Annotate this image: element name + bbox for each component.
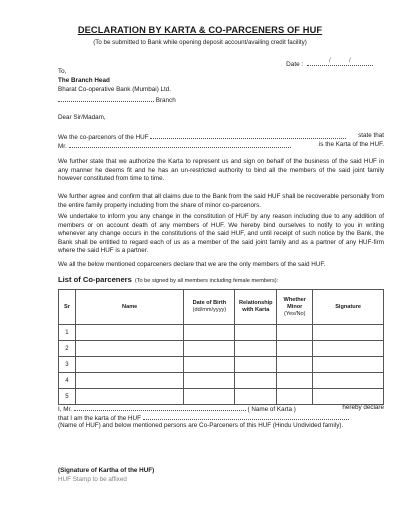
date-separator-1: / bbox=[329, 58, 331, 64]
row-signature-cell[interactable] bbox=[313, 341, 384, 357]
header-dob-text: Date of Birth bbox=[192, 300, 227, 306]
table-row bbox=[59, 357, 384, 373]
huf-name-field[interactable] bbox=[150, 132, 346, 139]
row-signature-cell[interactable] bbox=[313, 389, 384, 405]
header-minor-text-2: Minor bbox=[287, 303, 303, 310]
header-sr: Sr bbox=[59, 290, 76, 325]
date-label: Date : bbox=[286, 61, 304, 68]
row-relationship-cell[interactable] bbox=[235, 325, 277, 341]
row-minor-cell[interactable] bbox=[277, 341, 313, 357]
header-signature: Signature bbox=[313, 290, 384, 325]
row-minor-cell[interactable] bbox=[277, 357, 313, 373]
row-sr: 2 bbox=[59, 341, 76, 357]
table-row bbox=[59, 373, 384, 389]
header-relationship-text: Relationship bbox=[239, 300, 273, 306]
row-signature-cell[interactable] bbox=[313, 373, 384, 389]
table-row bbox=[59, 325, 384, 341]
row-relationship-cell[interactable] bbox=[235, 357, 277, 373]
coparceners-table bbox=[58, 289, 384, 405]
paragraph-undertake: We undertake to inform you any change in the constitution of HUF by any reason including due to any addition of members or on account death of any members of HUF. We hereby bind ourselves to notify to you in writing whenever any change occurs in the constitutions of the said HUF, and until receipt of such notice by the Bank, the Bank shall be entitled to regard each of us as a member of the said joint family and as a partner of any HUF-firm where the said HUF is a partner. bbox=[58, 213, 384, 255]
date-separator-2: / bbox=[349, 58, 351, 64]
row-signature-cell[interactable] bbox=[313, 357, 384, 373]
header-minor bbox=[277, 290, 313, 325]
row-dob-cell[interactable] bbox=[184, 373, 235, 389]
header-relationship-text-2: with Karta bbox=[242, 307, 270, 313]
header-dob bbox=[184, 290, 235, 325]
declaration-huf-label: We the co-parcenors of the HUF bbox=[58, 134, 149, 141]
closing-i-mr: I, Mr. bbox=[58, 406, 72, 413]
row-dob-cell[interactable] bbox=[184, 325, 235, 341]
row-name-cell[interactable] bbox=[75, 325, 183, 341]
document-subtitle: (To be submitted to Bank while opening deposit account/availing credit facility) bbox=[93, 39, 307, 46]
row-dob-cell[interactable] bbox=[184, 357, 235, 373]
row-minor-cell[interactable] bbox=[277, 325, 313, 341]
closing-karta-name-field[interactable] bbox=[74, 404, 246, 411]
address-branch-row bbox=[58, 95, 384, 106]
document-title: DECLARATION BY KARTA & CO-PARCENERS OF HUF bbox=[77, 25, 323, 35]
declaration-mr-label: Mr. bbox=[58, 143, 67, 150]
table-row bbox=[59, 389, 384, 405]
branch-field[interactable] bbox=[58, 95, 154, 102]
row-name-cell[interactable] bbox=[75, 357, 183, 373]
salutation: Dear Sir/Madam, bbox=[58, 114, 106, 121]
header-minor-text: Whether bbox=[283, 296, 306, 303]
closing-line-3: (Name of HUF) and below mentioned persons are Co-Parceners of this HUF (Hindu Undivided family). bbox=[58, 422, 344, 429]
coparceners-heading-text: List of Co-parceners bbox=[58, 275, 132, 284]
table-row bbox=[59, 341, 384, 357]
row-signature-cell[interactable] bbox=[313, 325, 384, 341]
signature-label: (Signature of Kartha of the HUF) bbox=[58, 467, 155, 474]
row-name-cell[interactable] bbox=[75, 341, 183, 357]
paragraph-claims: We further agree and confirm that all claims due to the Bank from the said HUF shall be recoverable personally from the entire family property including from the share of minor co-parcenors. bbox=[58, 193, 384, 209]
closing-huf-name-field[interactable] bbox=[143, 413, 349, 420]
row-sr: 5 bbox=[59, 389, 76, 405]
address-recipient: The Branch Head bbox=[58, 77, 110, 84]
row-relationship-cell[interactable] bbox=[235, 389, 277, 405]
date-row bbox=[286, 59, 373, 68]
row-minor-cell[interactable] bbox=[277, 373, 313, 389]
row-name-cell[interactable] bbox=[75, 373, 183, 389]
header-relationship bbox=[235, 290, 277, 325]
address-bank: Bharat Co-operative Bank (Mumbai) Ltd. bbox=[58, 86, 172, 93]
date-field[interactable] bbox=[307, 59, 373, 66]
table-header-row bbox=[59, 290, 384, 325]
row-relationship-cell[interactable] bbox=[235, 373, 277, 389]
row-relationship-cell[interactable] bbox=[235, 341, 277, 357]
header-minor-text-3: (Yes/No) bbox=[283, 310, 306, 317]
paragraph-authorize: We further state that we authorize the Karta to represent us and sign on behalf of the business of the said HUF in any manner he deems fit and he has an un-restricted authority to bind all the members of the said joint family however constituted from time to time. bbox=[58, 158, 384, 183]
coparceners-heading-note: (To be signed by all members including female members): bbox=[134, 278, 279, 284]
row-name-cell[interactable] bbox=[75, 389, 183, 405]
address-to: To, bbox=[58, 68, 67, 75]
closing-that-karta: that I am the karta of the HUF bbox=[58, 415, 141, 422]
row-minor-cell[interactable] bbox=[277, 389, 313, 405]
declaration-state-that: state that bbox=[358, 132, 384, 139]
row-sr: 4 bbox=[59, 373, 76, 389]
row-sr: 3 bbox=[59, 357, 76, 373]
huf-stamp-note: HUF Stamp to be affixed bbox=[58, 476, 127, 483]
row-dob-cell[interactable] bbox=[184, 341, 235, 357]
declaration-karta-of: is the Karta of the HUF. bbox=[318, 141, 384, 148]
branch-label: Branch bbox=[155, 97, 176, 104]
header-dob-format: (dd/mm/yyyy) bbox=[192, 307, 227, 313]
coparceners-heading bbox=[58, 275, 278, 284]
declaration-line-2 bbox=[58, 141, 384, 152]
header-name: Name bbox=[75, 290, 183, 325]
row-sr: 1 bbox=[59, 325, 76, 341]
karta-name-field[interactable] bbox=[69, 141, 291, 148]
closing-hereby-declare: hereby declare bbox=[342, 404, 384, 411]
row-dob-cell[interactable] bbox=[184, 389, 235, 405]
paragraph-members: We all the below mentioned coparceners declare that we are the only members of the said HUF. bbox=[58, 261, 326, 268]
closing-name-of-karta: ( Name of Karta ) bbox=[247, 406, 296, 413]
